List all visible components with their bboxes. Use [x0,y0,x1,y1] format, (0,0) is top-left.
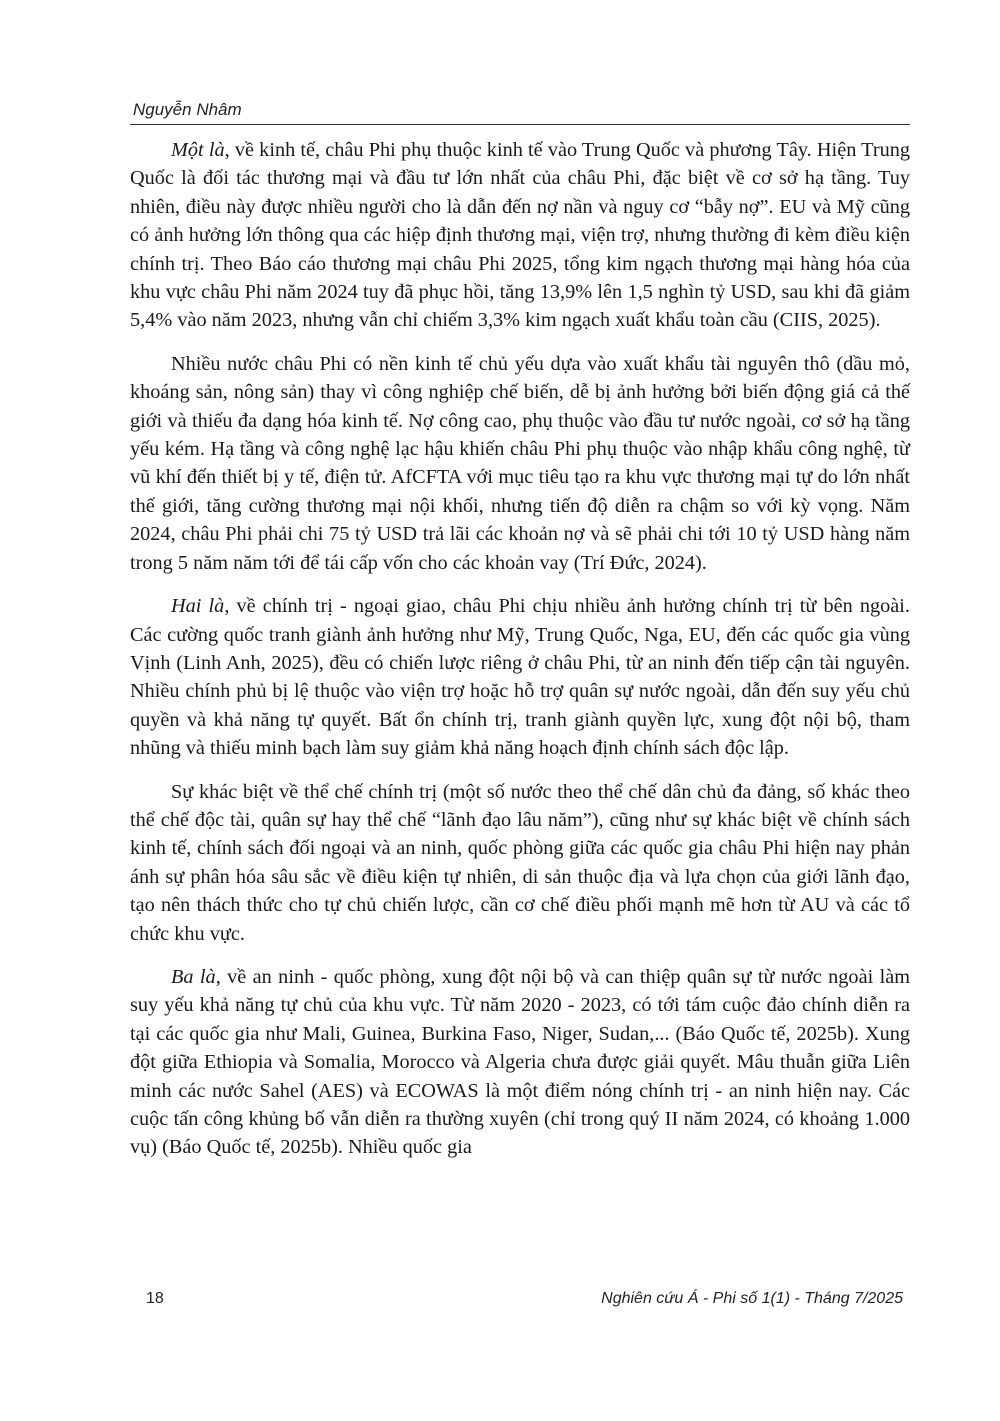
header-divider [130,124,910,125]
paragraph-text: , về an ninh - quốc phòng, xung đột nội bộ và can thiệp quân sự từ nước ngoài làm suy yếu khả năng tự chủ của khu vực. Từ năm 2020 - 2023, có tới tám cuộc đảo chính diễn ra tại các quốc gia như Mali, Guinea, Burkina Faso, Niger, Sudan,... (Báo Quốc tế, 2025b). Xung đột giữa Ethiopia và Somalia, Morocco và Algeria chưa được giải quyết. Mâu thuẫn giữa Liên minh các nước Sahel (AES) và ECOWAS là một điểm nóng chính trị - an ninh hiện nay. Các cuộc tấn công khủng bố vẫn diễn ra thường xuyên (chỉ trong quý II năm 2024, có khoảng 1.000 vụ) (Báo Quốc tế, 2025b). Nhiều quốc gia [130,965,911,1159]
paragraph [130,963,910,1162]
article-body [130,136,910,1162]
paragraph [130,778,910,948]
paragraph [130,592,910,762]
paragraph-text: , về kinh tế, châu Phi phụ thuộc kinh tế vào Trung Quốc và phương Tây. Hiện Trung Quốc là đối tác thương mại và đầu tư lớn nhất của châu Phi, đặc biệt về cơ sở hạ tầng. Tuy nhiên, điều này được nhiều người cho là dẫn đến nợ nần và nguy cơ “bẫy nợ”. EU và Mỹ cũng có ảnh hưởng lớn thông qua các hiệp định thương mại, viện trợ, nhưng thường đi kèm điều kiện chính trị. Theo Báo cáo thương mại châu Phi 2025, tổng kim ngạch thương mại hàng hóa của khu vực châu Phi năm 2024 tuy đã phục hồi, tăng 13,9% lên 1,5 nghìn tỷ USD, sau khi đã giảm 5,4% vào năm 2023, nhưng vẫn chỉ chiếm 3,3% kim ngạch xuất khẩu toàn cầu (CIIS, 2025). [130,139,910,332]
paragraph [130,350,910,577]
paragraph-text: , về chính trị - ngoại giao, châu Phi chịu nhiều ảnh hưởng chính trị từ bên ngoài. Các cường quốc tranh giành ảnh hưởng như Mỹ, Trung Quốc, Nga, EU, đến các quốc gia vùng Vịnh (Linh Anh, 2025), đều có chiến lược riêng ở châu Phi, từ an ninh đến tiếp cận tài nguyên. Nhiều chính phủ bị lệ thuộc vào viện trợ hoặc hỗ trợ quân sự nước ngoài, dẫn đến suy yếu chủ quyền và khả năng tự quyết. Bất ổn chính trị, tranh giành quyền lực, xung đột nội bộ, tham nhũng và thiếu minh bạch làm suy giảm khả năng hoạch định chính sách độc lập. [130,595,910,760]
running-footer-journal: Nghiên cứu Á - Phi số 1(1) - Tháng 7/2025 [601,1290,903,1307]
paragraph-text: Sự khác biệt về thể chế chính trị (một số nước theo thể chế dân chủ đa đảng, số khác theo thể chế độc tài, quân sự hay thể chế “lãnh đạo lâu năm”), cũng như sự khác biệt về chính sách kinh tế, chính sách đối ngoại và an ninh, quốc phòng giữa các quốc gia châu Phi hiện nay phản ánh sự phân hóa sâu sắc về điều kiện tự nhiên, di sản thuộc địa và lựa chọn của giới lãnh đạo, tạo nên thách thức cho tự chủ chiến lược, cần cơ chế điều phối mạnh mẽ hơn từ AU và các tổ chức khu vực. [130,780,910,945]
page-number: 18 [146,1290,164,1307]
paragraph-text: Nhiều nước châu Phi có nền kinh tế chủ yếu dựa vào xuất khẩu tài nguyên thô (dầu mỏ, khoáng sản, nông sản) thay vì công nghiệp chế biến, dễ bị ảnh hưởng bởi biến động giá cả thế giới và thiếu đa dạng hóa kinh tế. Nợ công cao, phụ thuộc vào đầu tư nước ngoài, cơ sở hạ tầng yếu kém. Hạ tầng và công nghệ lạc hậu khiến châu Phi phụ thuộc vào nhập khẩu công nghệ, từ vũ khí đến thiết bị y tế, điện tử. AfCFTA với mục tiêu tạo ra khu vực thương mại tự do lớn nhất thế giới, tăng cường thương mại nội khối, nhưng tiến độ diễn ra chậm so với kỳ vọng. Năm 2024, châu Phi phải chi 75 tỷ USD trả lãi các khoản nợ và sẽ phải chi tới 10 tỷ USD hàng năm trong 5 năm năm tới để tái cấp vốn cho các khoản vay (Trí Đức, 2024). [130,352,910,574]
paragraph-lead: Hai là [171,595,225,618]
paragraph-lead: Một là [171,139,225,161]
paragraph-lead: Ba là [171,965,216,988]
paragraph [130,136,910,335]
running-header-author: Nguyễn Nhâm [133,100,242,119]
